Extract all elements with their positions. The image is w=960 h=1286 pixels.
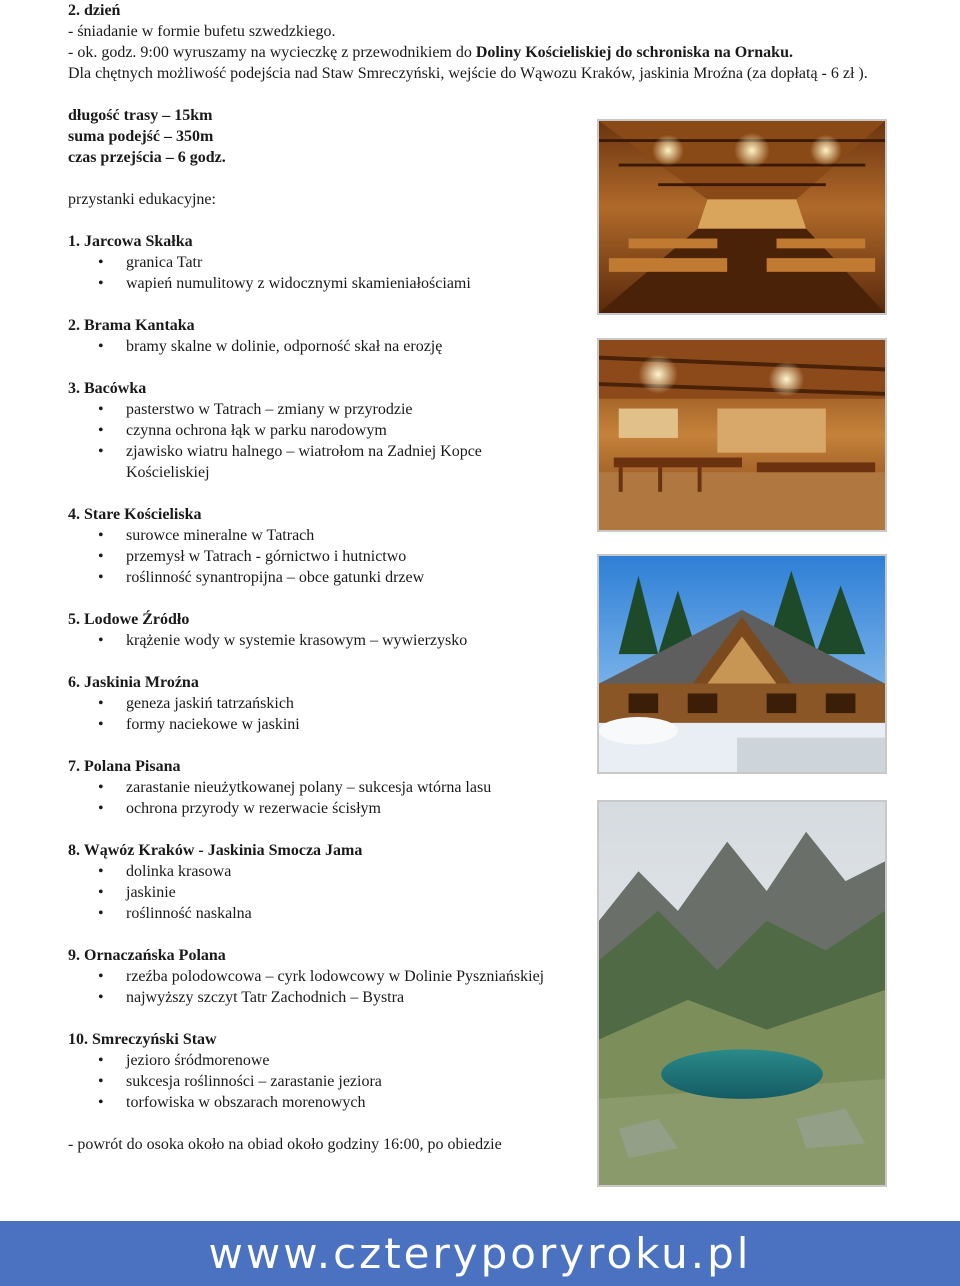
list-item: • wapień numulitowy z widocznymi skamieniałościami	[68, 273, 568, 294]
wooden-dining-room-photo	[597, 338, 887, 532]
list-item: • geneza jaskiń tatrzańskich	[68, 693, 568, 714]
list-item: • dolinka krasowa	[68, 861, 568, 882]
list-item: • granica Tatr	[68, 252, 568, 273]
stop-topics-list	[68, 777, 568, 819]
day-intro	[68, 0, 888, 84]
stop-topics-list	[68, 861, 568, 924]
return-line: - powrót do osoka około na obiad około godziny 16:00, po obiedzie	[68, 1136, 502, 1153]
list-item: • roślinność synantropijna – obce gatunki drzew	[68, 567, 568, 588]
list-item: • formy naciekowe w jaskini	[68, 714, 568, 735]
footer-banner	[0, 1221, 960, 1286]
route-stats	[68, 105, 568, 168]
stop-title: 2. Brama Kantaka	[68, 317, 195, 334]
stop-section	[68, 1029, 568, 1113]
list-item: • pasterstwo w Tatrach – zmiany w przyrodzie	[68, 399, 568, 420]
list-item: • rzeźba polodowcowa – cyrk lodowcowy w Dolinie Pyszniańskiej	[68, 966, 568, 987]
stops-label: przystanki edukacyjne:	[68, 191, 216, 208]
stop-topics-list	[68, 399, 568, 483]
list-item: • jezioro śródmorenowe	[68, 1050, 568, 1071]
stop-title: 7. Polana Pisana	[68, 758, 181, 775]
list-item: • czynna ochrona łąk w parku narodowym	[68, 420, 568, 441]
stop-section	[68, 315, 568, 357]
list-item: • zarastanie nieużytkowanej polany – sukcesja wtórna lasu	[68, 777, 568, 798]
stop-section	[68, 231, 568, 294]
route-length: długość trasy – 15km	[68, 107, 213, 124]
departure-line	[68, 42, 888, 63]
stop-section	[68, 504, 568, 588]
stop-title: 6. Jaskinia Mroźna	[68, 674, 199, 691]
route-ascent: suma podejść – 350m	[68, 128, 214, 145]
list-item: • zjawisko wiatru halnego – wiatrołom na Zadniej Kopce Kościeliskiej	[68, 441, 568, 483]
departure-destination: Doliny Kościeliskiej do schroniska na Ornaku.	[475, 44, 793, 61]
stop-topics-list	[68, 966, 568, 1008]
stop-topics-list	[68, 630, 568, 651]
stop-section	[68, 756, 568, 819]
stop-title: 3. Bacówka	[68, 380, 147, 397]
stop-title: 5. Lodowe Źródło	[68, 611, 190, 628]
footer-url[interactable]: www.czteryporyroku.pl	[208, 1229, 752, 1278]
list-item: • przemysł w Tatrach - górnictwo i hutnictwo	[68, 546, 568, 567]
list-item: • torfowiska w obszarach morenowych	[68, 1092, 568, 1113]
stop-topics-list	[68, 693, 568, 735]
stop-topics-list	[68, 525, 568, 588]
stop-section	[68, 378, 568, 483]
stop-section	[68, 609, 568, 651]
stop-section	[68, 672, 568, 735]
route-time: czas przejścia – 6 godz.	[68, 149, 226, 166]
stop-topics-list	[68, 1050, 568, 1113]
list-item: • krążenie wody w systemie krasowym – wywierzysko	[68, 630, 568, 651]
stop-title: 9. Ornaczańska Polana	[68, 947, 226, 964]
stop-section	[68, 840, 568, 924]
list-item: • surowce mineralne w Tatrach	[68, 525, 568, 546]
list-item: • roślinność naskalna	[68, 903, 568, 924]
stop-topics-list	[68, 336, 568, 357]
mountain-lake-photo	[597, 800, 887, 1187]
stop-topics-list	[68, 252, 568, 294]
list-item: • sukcesja roślinności – zarastanie jeziora	[68, 1071, 568, 1092]
list-item: • najwyższy szczyt Tatr Zachodnich – Bystra	[68, 987, 568, 1008]
breakfast-line: - śniadanie w formie bufetu szwedzkiego.	[68, 23, 336, 40]
departure-text: - ok. godz. 9:00 wyruszamy na wycieczkę z przewodnikiem do	[68, 44, 476, 61]
day-title: 2. dzień	[68, 2, 121, 19]
optional-trip-line: Dla chętnych możliwość podejścia nad Staw Smreczyński, wejście do Wąwozu Kraków, jaskinia Mroźna (za dopłatą - 6 zł ).	[68, 65, 868, 82]
stop-section	[68, 945, 568, 1008]
stop-title: 1. Jarcowa Skałka	[68, 233, 193, 250]
mountain-hostel-photo	[597, 554, 887, 774]
wooden-hall-photo	[597, 119, 887, 315]
list-item: • ochrona przyrody w rezerwacie ścisłym	[68, 798, 568, 819]
stop-title: 8. Wąwóz Kraków - Jaskinia Smocza Jama	[68, 842, 363, 859]
stop-title: 10. Smreczyński Staw	[68, 1031, 217, 1048]
list-item: • bramy skalne w dolinie, odporność skał na erozję	[68, 336, 568, 357]
list-item: • jaskinie	[68, 882, 568, 903]
stop-title: 4. Stare Kościeliska	[68, 506, 202, 523]
